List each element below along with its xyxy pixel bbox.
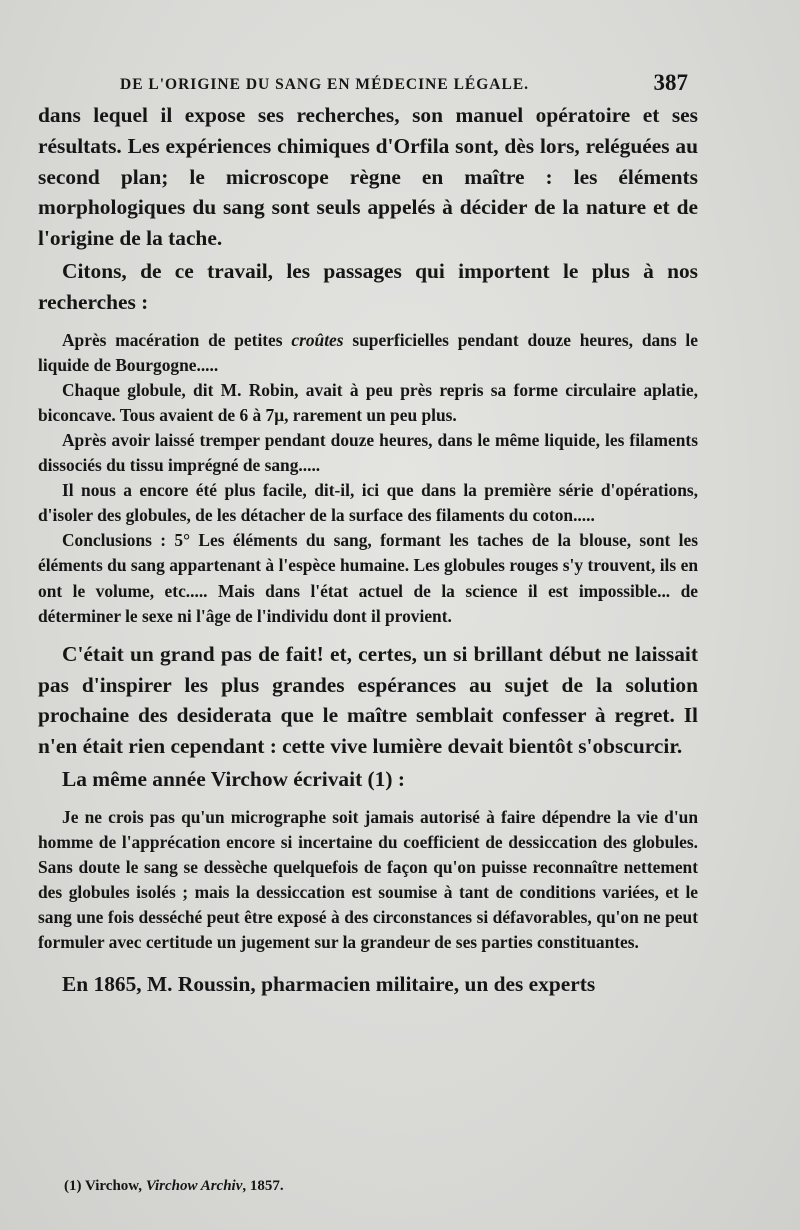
quote-paragraph: Conclusions : 5° Les éléments du sang, formant les taches de la blouse, sont les éléments du sang appartenant à l'espèce humaine. Les globules rouges s'y trouvent, ils en ont le volume, etc..... Mais dans l'état actuel de la science il est impossible... de déterminer le sexe ni l'âge de l'individu dont il provient.	[38, 530, 698, 626]
running-head: DE L'ORIGINE DU SANG EN MÉDECINE LÉGALE.	[120, 76, 530, 93]
quote-block	[38, 328, 698, 629]
quote-paragraph: Chaque globule, dit M. Robin, avait à peu près repris sa forme circulaire aplatie, biconcave. Tous avaient de 6 à 7μ, rarement un peu plus.	[38, 379, 698, 425]
quote-paragraph	[38, 328, 698, 378]
quote-text: Après macération de petites	[62, 329, 292, 350]
quote-paragraph: Il nous a encore été plus facile, dit-il, ici que dans la première série d'opérations, d'isoler des globules, de les détacher de la surface des filaments du coton.....	[38, 480, 698, 526]
paragraph: En 1865, M. Roussin, pharmacien militaire, un des experts	[62, 972, 596, 997]
page-number: 387	[653, 70, 688, 95]
paragraph: dans lequel il expose ses recherches, son manuel opératoire et ses résultats. Les expériences chimiques d'Orfila sont, dès lors, reléguées au second plan; le microscope règne en maître : les éléments morphologiques du sang sont seuls appelés à décider de la nature et de l'origine de la tache.	[38, 103, 698, 251]
quote-italic-word: croûtes	[291, 329, 344, 350]
paragraph: Citons, de ce travail, les passages qui importent le plus à nos recherches :	[38, 258, 698, 314]
footnote-year: , 1857.	[242, 1178, 284, 1194]
paragraph: C'était un grand pas de fait! et, certes, un si brillant début ne laissait pas d'inspirer les plus grandes espérances au sujet de la solution prochaine des desiderata que le maître semblait confesser à regret. Il n'en était rien cependant : cette vive lumière devait bientôt s'obscurcir.	[38, 641, 698, 759]
footnote-journal: Virchow Archiv	[145, 1178, 243, 1194]
quote-paragraph: Après avoir laissé tremper pendant douze heures, dans le même liquide, les filaments dissociés du tissu imprégné de sang.....	[38, 429, 698, 476]
footnote	[64, 1178, 284, 1195]
page-body	[38, 100, 698, 1000]
footnote-marker: (1) Virchow,	[64, 1178, 143, 1194]
page-header	[62, 70, 688, 100]
quote-text: superficielles pendant douze heures, dans le liquide de Bourgogne.....	[38, 329, 698, 375]
quote-paragraph: Je ne crois pas qu'un micrographe soit jamais autorisé à faire dépendre la vie d'un homme de l'apprécation encore si incertaine du coefficient de dessiccation des globules. Sans doute le sang se dessèche quelquefois de façon qu'on puisse reconnaître nettement des globules isolés ; mais la dessiccation est soumise à tant de conditions variées, et le sang une fois desséché peut être exposé à des circonstances si défavorables, qu'on ne peut formuler avec certitude un jugement sur la grandeur de ses parties constituantes.	[38, 806, 698, 953]
paragraph: La même année Virchow écrivait (1) :	[62, 766, 405, 791]
